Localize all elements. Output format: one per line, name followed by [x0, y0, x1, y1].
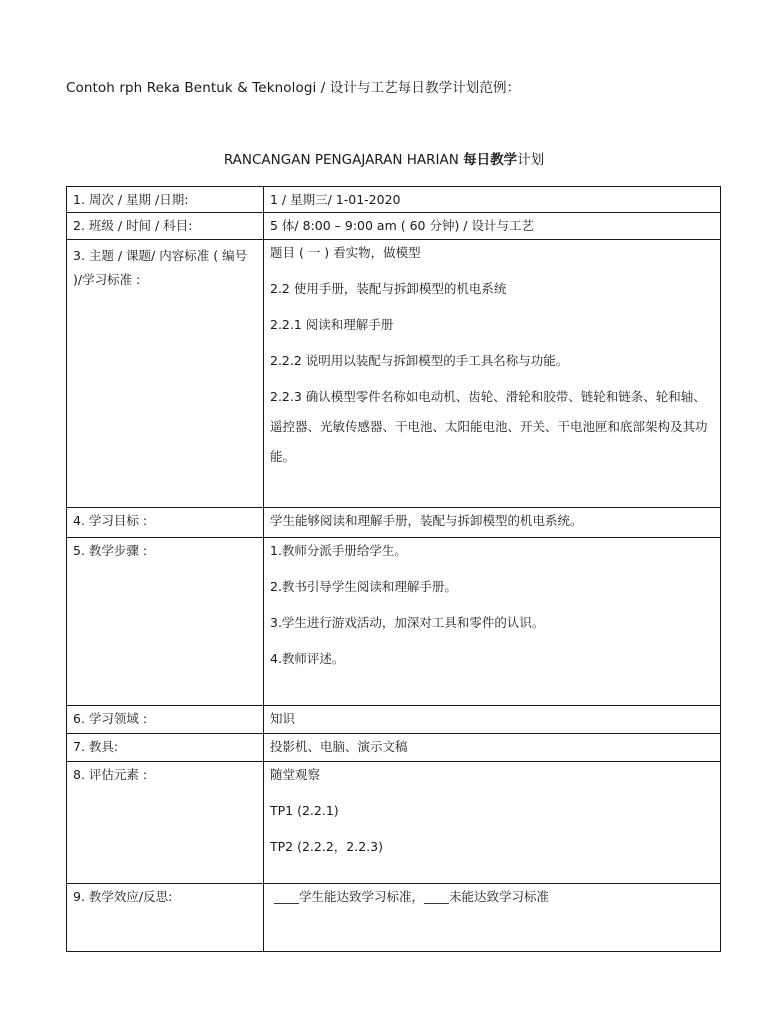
table-row — [67, 187, 721, 213]
topic-item: 题目 ( 一 ) 看实物，做模型 — [270, 245, 421, 260]
table-row — [67, 706, 721, 734]
assessment-item: TP1 (2.2.1) — [270, 803, 339, 818]
table-row — [67, 734, 721, 762]
table-row — [67, 240, 721, 508]
title-zh-suffix: 计划 — [517, 152, 545, 168]
topic-item: 2.2.1 阅读和理解手册 — [270, 317, 394, 332]
table-row — [67, 213, 721, 240]
step-item: 4.教师评述。 — [270, 651, 345, 666]
row-value-topic — [264, 240, 721, 508]
row-value-steps — [264, 538, 721, 706]
topic-item: 2.2.2 说明用以装配与拆卸模型的手工具名称与功能。 — [270, 353, 569, 368]
lesson-plan-table — [66, 186, 721, 952]
table-row — [67, 762, 721, 884]
row-label-reflection: 9. 教学效应/反思: — [67, 884, 264, 952]
intro-line: Contoh rph Reka Bentuk & Teknologi / 设计与工艺每日教学计划范例： — [66, 80, 521, 96]
step-item: 1.教师分派手册给学生。 — [270, 543, 407, 558]
table-row — [67, 508, 721, 538]
table-row — [67, 884, 721, 952]
row-label-class: 2. 班级 / 时间 / 科目: — [67, 213, 264, 240]
row-value-assessment — [264, 762, 721, 884]
assessment-item: 随堂观察 — [270, 767, 321, 782]
row-label-assessment: 8. 评估元素 : — [67, 762, 264, 884]
row-label-topic: 3. 主题 / 课题/ 内容标准 ( 编号 )/学习标准 : — [67, 240, 264, 508]
row-value-reflection: ____学生能达致学习标准，____未能达致学习标准 — [264, 884, 721, 952]
row-value-domain: 知识 — [264, 706, 721, 734]
topic-item: 2.2 使用手册，装配与拆卸模型的机电系统 — [270, 281, 507, 296]
row-label-week: 1. 周次 / 星期 /日期: — [67, 187, 264, 213]
assessment-item: TP2 (2.2.2，2.2.3) — [270, 839, 383, 854]
row-label-aids: 7. 教具: — [67, 734, 264, 762]
row-value-objective: 学生能够阅读和理解手册，装配与拆卸模型的机电系统。 — [264, 508, 721, 538]
row-value-aids: 投影机、电脑、演示文稿 — [264, 734, 721, 762]
document-title — [0, 148, 768, 168]
row-value-week: 1 / 星期三/ 1-01-2020 — [264, 187, 721, 213]
row-label-steps: 5. 教学步骤 : — [67, 538, 264, 706]
step-item: 2.教书引导学生阅读和理解手册。 — [270, 579, 457, 594]
row-value-class: 5 体/ 8:00 – 9:00 am ( 60 分钟) / 设计与工艺 — [264, 213, 721, 240]
step-item: 3.学生进行游戏活动，加深对工具和零件的认识。 — [270, 615, 545, 630]
row-label-objective: 4. 学习目标 : — [67, 508, 264, 538]
table-row — [67, 538, 721, 706]
title-zh-bold: 每日教学 — [463, 152, 518, 168]
title-latin: RANCANGAN PENGAJARAN HARIAN — [223, 152, 459, 168]
row-label-domain: 6. 学习领域 : — [67, 706, 264, 734]
topic-item: 2.2.3 确认模型零件名称如电动机、齿轮、滑轮和胶带、链轮和链条、轮和轴、遥控器、光敏传感器、干电池、太阳能电池、开关、干电池匣和底部架构及其功能。 — [270, 389, 708, 464]
